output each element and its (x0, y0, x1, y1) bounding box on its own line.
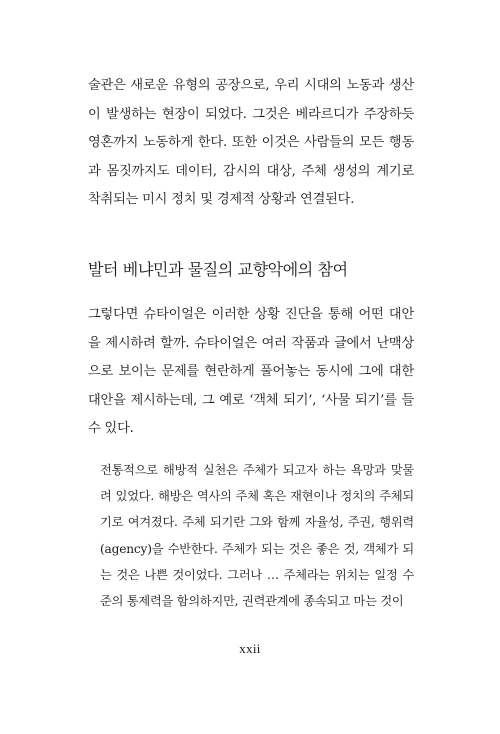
page-number: xxii (239, 641, 261, 656)
block-quotation: 전통적으로 해방적 실천은 주체가 되고자 하는 욕망과 맞물려 있었다. 해방은 역사의 주체 혹은 재현이나 정치의 주체되기로 여겨졌다. 주체 되기란 그와 함께 자율성, 주권, 행위력(agency)을 수반한다. 주체가 되는 것은 좋은 것, 객체가 되는 것은 나쁜 것이었다. 그러나 … 주체라는 위치는 일정 수준의 통제력을 함의하지만, 권력관계에 종속되고 마는 것이 (100, 463, 414, 609)
body-paragraph-2: 그렇다면 슈타이얼은 이러한 상황 진단을 통해 어떤 대안을 제시하려 할까. 슈타이얼은 여러 작품과 글에서 난맥상으로 보이는 문제를 현란하게 풀어놓는 동시에 그에 대한 대안을 제시하는데, 그 예로 ‘객체 되기’, ‘사물 되기’를 들 수 있다. (88, 307, 414, 436)
section-heading: 발터 베냐민과 물질의 교향악에의 참여 (88, 260, 348, 279)
body-paragraph-1: 술관은 새로운 유형의 공장으로, 우리 시대의 노동과 생산이 발생하는 현장이 되었다. 그것은 베라르디가 주장하듯 영혼까지 노동하게 한다. 또한 이것은 사람들의 모든 행동과 몸짓까지도 데이터, 감시의 대상, 주체 생성의 계기로 착취되는 미시 정치 및 경제적 상황과 연결된다. (88, 78, 414, 207)
